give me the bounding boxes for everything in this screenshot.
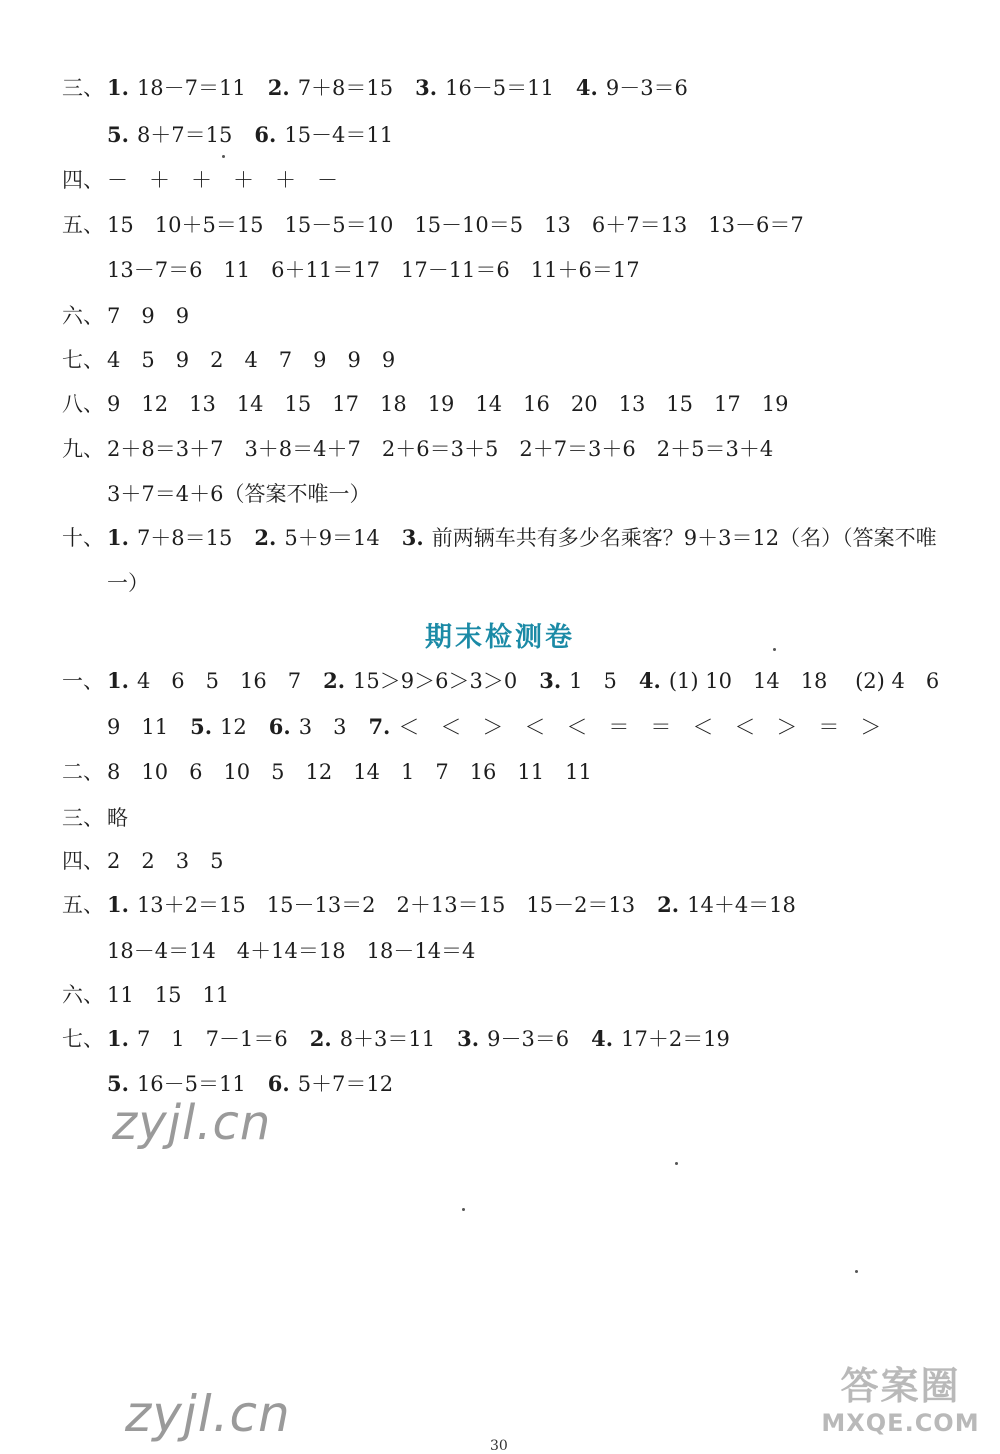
item-number: 2. (657, 892, 680, 917)
item-number: 2. (267, 75, 290, 100)
answer-text: 8＋3＝11 (339, 1027, 436, 1051)
question-label: 八、 (62, 392, 104, 416)
answer-text: 12 (220, 715, 247, 739)
item-number: 3. (415, 75, 438, 100)
question-label: 一、 (62, 669, 104, 693)
item-number: 5. (107, 1071, 129, 1096)
watermark-text: zyjl.cn (125, 1385, 291, 1443)
item-number: 2. (323, 668, 346, 693)
item-number: 5. (190, 714, 213, 739)
answer-text: 16－5＝11 (136, 1072, 246, 1096)
answer-line (0, 798, 1000, 838)
answer-line (0, 1019, 1000, 1059)
scan-speck (222, 155, 225, 158)
item-number: 3. (539, 668, 562, 693)
answer-line (0, 115, 1000, 155)
answer-line (0, 975, 1000, 1015)
question-label: 十、 (62, 526, 104, 550)
answer-text: 3 3 (298, 715, 347, 739)
logo-line-2: MXQE.COM (821, 1409, 980, 1437)
answer-text: 8＋7＝15 (136, 123, 233, 147)
question-label: 九、 (62, 437, 104, 461)
site-logo (813, 1363, 988, 1443)
answer-text: 13＋2＝15 15－13＝2 2＋13＝15 15－2＝13 (136, 893, 636, 917)
answer-text: 4 5 9 2 4 7 9 9 9 (107, 348, 396, 372)
item-number: 6. (254, 122, 277, 147)
answer-text: 1 5 (569, 669, 617, 693)
answer-text: 9－3＝6 (605, 76, 688, 100)
answer-line (0, 931, 1000, 971)
question-label: 四、 (62, 849, 104, 873)
answer-text: 5＋9＝14 (284, 526, 380, 550)
answer-text: 9 11 (107, 715, 169, 739)
answer-text: 略 (107, 806, 128, 830)
answer-line (0, 160, 1000, 200)
item-number: 1. (107, 1026, 129, 1051)
answer-line (0, 296, 1000, 336)
scan-speck (675, 1162, 678, 1165)
item-number: 4. (575, 75, 598, 100)
section-title: 期末检测卷 (425, 622, 575, 653)
watermark-text: zyjl.cn (112, 1095, 272, 1151)
question-label: 五、 (62, 893, 104, 917)
answer-text: 7＋8＝15 (136, 526, 233, 550)
question-label: 二、 (62, 760, 104, 784)
scan-speck (855, 1270, 858, 1273)
answer-text: (1) 10 14 18 (2) 4 6 (668, 669, 940, 693)
answer-text: 13－7＝6 11 6＋11＝17 17－11＝6 11＋6＝17 (107, 258, 640, 282)
answer-line (0, 563, 1000, 603)
item-number: 4. (591, 1026, 614, 1051)
answer-line (0, 429, 1000, 469)
item-number: 4. (638, 668, 661, 693)
question-label: 七、 (62, 1027, 104, 1051)
answer-text: 7＋8＝15 (297, 76, 394, 100)
item-number: 6. (267, 1071, 290, 1096)
answer-line (0, 841, 1000, 881)
answer-text: 15 10＋5＝15 15－5＝10 15－10＝5 13 6＋7＝13 13－6＝7 (107, 213, 804, 237)
answer-text: 一） (107, 571, 149, 595)
scan-speck (462, 1208, 465, 1211)
answer-text: 9 12 13 14 15 17 18 19 14 16 20 13 15 17 19 (107, 392, 789, 416)
answer-text: 15－4＝11 (284, 123, 394, 147)
item-number: 1. (107, 668, 129, 693)
answer-text: 14＋4＝18 (687, 893, 796, 917)
answer-text: 2＋8＝3＋7 3＋8＝4＋7 2＋6＝3＋5 2＋7＝3＋6 2＋5＝3＋4 (107, 437, 774, 461)
answer-line (0, 518, 1000, 558)
answer-line (0, 885, 1000, 925)
answer-text: － ＋ ＋ ＋ ＋ － (107, 168, 338, 192)
item-number: 2. (309, 1026, 332, 1051)
question-label: 三、 (62, 806, 104, 830)
scan-speck (773, 648, 776, 651)
answer-line (0, 250, 1000, 290)
answer-text: 8 10 6 10 5 12 14 1 7 16 11 11 (107, 760, 592, 784)
answer-text: 18－4＝14 4＋14＝18 18－14＝4 (107, 939, 476, 963)
answer-text: 18－7＝11 (136, 76, 246, 100)
logo-line-1: 答案圈 (840, 1364, 961, 1408)
item-number: 7. (368, 714, 391, 739)
item-number: 3. (457, 1026, 480, 1051)
answer-line (0, 205, 1000, 245)
question-label: 六、 (62, 304, 104, 328)
question-label: 七、 (62, 348, 104, 372)
question-label: 四、 (62, 168, 104, 192)
answer-text: 4 6 5 16 7 (136, 669, 302, 693)
answer-line (0, 474, 1000, 514)
answer-line (0, 707, 1000, 747)
page-number: 30 (490, 1438, 508, 1454)
answer-text: 11 15 11 (107, 983, 230, 1007)
item-number: 1. (107, 892, 129, 917)
question-label: 三、 (62, 76, 104, 100)
answer-line (0, 752, 1000, 792)
item-number: 3. (401, 525, 424, 550)
answer-text: 15＞9＞6＞3＞0 (353, 669, 518, 693)
answer-line (0, 384, 1000, 424)
question-label: 六、 (62, 983, 104, 1007)
item-number: 2. (254, 525, 277, 550)
answer-text: 9－3＝6 (487, 1027, 570, 1051)
answer-line (0, 340, 1000, 380)
item-number: 1. (107, 75, 129, 100)
answer-text: 7 1 7－1＝6 (136, 1027, 288, 1051)
question-label: 五、 (62, 213, 104, 237)
answer-text: 5＋7＝12 (297, 1072, 394, 1096)
answer-text: 3＋7＝4＋6（答案不唯一） (107, 482, 371, 506)
answer-text: 17＋2＝19 (621, 1027, 730, 1051)
answer-text: ＜ ＜ ＞ ＜ ＜ ＝ ＝ ＜ ＜ ＞ ＝ ＞ (398, 715, 882, 739)
item-number: 5. (107, 122, 129, 147)
answer-line (0, 68, 1000, 108)
answer-line (0, 661, 1000, 701)
answer-text: 7 9 9 (107, 304, 190, 328)
answer-text: 2 2 3 5 (107, 849, 224, 873)
answer-text: 16－5＝11 (445, 76, 554, 100)
item-number: 6. (268, 714, 291, 739)
answer-text: 前两辆车共有多少名乘客？9＋3＝12（名）（答案不唯 (431, 526, 937, 550)
item-number: 1. (107, 525, 129, 550)
